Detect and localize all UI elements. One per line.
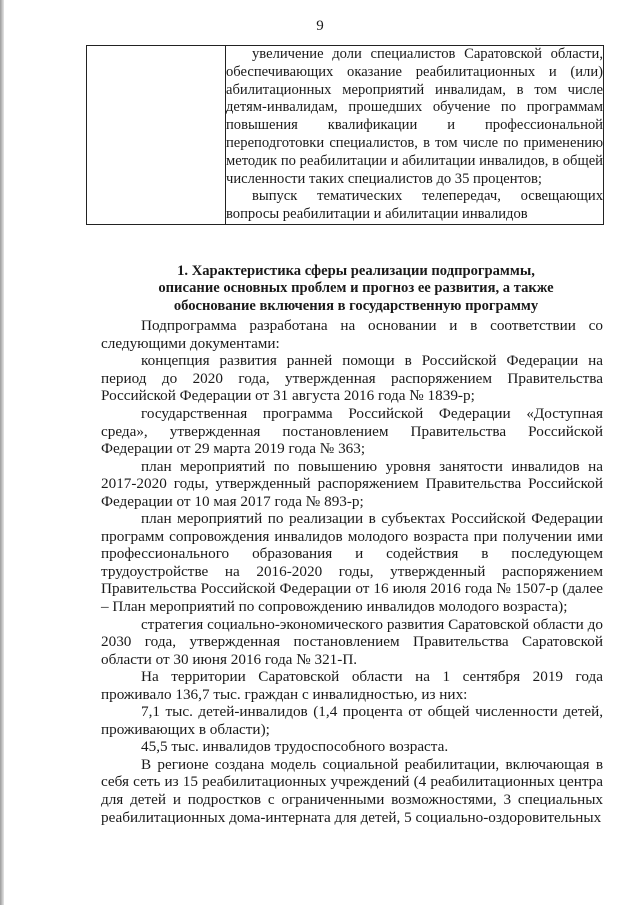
section-body — [101, 263, 603, 826]
paragraph: план мероприятий по повышению уровня занятости инвалидов на 2017-2020 годы, утвержденный распоряжением Правительства Российской Федерации от 10 мая 2017 года № 893-р; — [101, 457, 603, 510]
table-cell-line: увеличение доли специалистов Саратовской области, обеспечивающих оказание реабилитационных и (или) абилитационных мероприятий инвалидам, в том числе детям-инвалидам, прошедших обучение по программам повышения квалификации и профессиональной переподготовки специалистов, в том числе по применению методик по реабилитации и абилитации инвалидов, в общей численности таких специалистов до 35 процентов; — [226, 46, 603, 187]
table-row — [87, 46, 604, 225]
paragraph: концепция развития ранней помощи в Российской Федерации на период до 2020 года, утвержденная распоряжением Правительства Российской Федерации от 31 августа 2016 года № 1839-р; — [101, 352, 603, 405]
paragraph: На территории Саратовской области на 1 сентября 2019 года проживало 136,7 тыс. граждан с инвалидностью, из них: — [101, 668, 603, 703]
table-cell-empty — [87, 46, 226, 225]
paragraph: Подпрограмма разработана на основании и в соответствии со следующими документами: — [101, 317, 603, 352]
paragraph: 45,5 тыс. инвалидов трудоспособного возраста. — [141, 738, 449, 756]
heading-line: описание основных проблем и прогноз ее развития, а также — [158, 280, 554, 297]
paragraph: 7,1 тыс. детей-инвалидов (1,4 процента от общей численности детей, проживающих в области); — [101, 703, 603, 738]
heading-line: 1. Характеристика сферы реализации подпрограммы, — [177, 263, 535, 279]
paragraph: план мероприятий по реализации в субъектах Российской Федерации программ сопровождения инвалидов молодого возраста при получении ими профессионального образования и содействия в последующем трудоустройстве на 2016-2020 годы, утвержденный распоряжением Правительства Российской Федерации от 16 июля 2016 года № 1507-р (далее – План мероприятий по сопровождению инвалидов молодого возраста); — [101, 510, 603, 615]
paragraph: государственная программа Российской Федерации «Доступная среда», утвержденная постановлением Правительства Российской Федерации от 29 марта 2019 года № 363; — [101, 404, 603, 458]
continuation-table — [86, 45, 604, 225]
table-cell-line: выпуск тематических телепередач, освещающих вопросы реабилитации и абилитации инвалидов — [226, 188, 603, 223]
table-cell-text — [226, 46, 604, 225]
scan-edge — [0, 0, 4, 905]
paragraph: В регионе создана модель социальной реабилитации, включающая в себя сеть из 15 реабилитационных учреждений (4 реабилитационных центра для детей и подростков с ограниченными возможностями, 3 специальных реабилитационных дома-интерната для детей, 5 социально-оздоровительных — [101, 755, 603, 826]
page-number: 9 — [316, 18, 324, 34]
heading-line: обоснование включения в государственную программу — [173, 297, 539, 314]
section-heading — [101, 263, 603, 315]
paragraph: стратегия социально-экономического развития Саратовской области до 2030 года, утвержденная постановлением Правительства Саратовской области от 30 июня 2016 года № 321-П. — [101, 615, 603, 668]
